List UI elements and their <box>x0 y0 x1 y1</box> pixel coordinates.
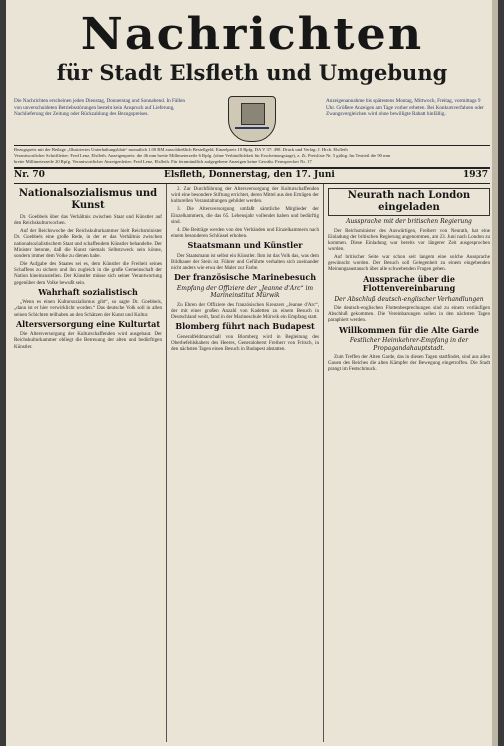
info-top-rule <box>14 145 490 146</box>
column-2 <box>171 186 319 742</box>
info-line-2: Verantwortlicher Schriftleiter: Fred Lenz, Elsfleth. Anzeigenpreis: die 46 mm breite Millimeterzeile 6 Rpfg. (ohne Verbindlichkeit für Erscheinungstage), z. Zt. Preisliste Nr. 5 gültig. Im Textteil die 90 mm <box>14 153 391 158</box>
article-subhead: Altersversorgung eine Kulturtat <box>15 318 161 329</box>
column-1 <box>14 186 162 742</box>
column-separator <box>166 184 167 742</box>
crest-tower-icon <box>241 103 265 125</box>
article-paragraph: Auf britischer Seite war schon seit langem eine solche Aussprache gewünscht worden. Der Besuch soll Gelegenheit zu einem eingehenden Meinungsaustausch über alle schwebenden Fragen geben. <box>328 254 490 273</box>
article-headline: Aussprache über die Flottenvereinbarung <box>362 273 456 294</box>
page-edge <box>492 0 498 746</box>
article-paragraph: Auf der Reichswoche der Reichskulturkammer hielt Reichsminister Dr. Goebbels eine große Rede, in der er das Verhältnis zwischen nationalsozialistischem Staat und schaffendem Künstler behandelte. Der Minister betonte, daß die Kunst niemals Selbstzweck sein könne, sondern immer dem Volke zu dienen habe. <box>14 228 162 259</box>
article-paragraph: Zu Ehren der Offiziere des französischen Kreuzers „Jeanne d'Arc“, der mit einer großen Anzahl von Kadetten zu einem Besuch in Deutschland weilt, fand in der Marineschule Mürwik ein Empfang statt. <box>171 301 319 321</box>
crest-wave-icon <box>235 127 269 133</box>
info-line-1: Bezugspreis mit der Beilage „Illustriertes Unterhaltungsblatt“ monatlich 1.00 RM ausschließlich Bestellgeld. Einzelpreis 10 Rpfg. DA V 37: 498. Druck und Verlag: J. Hrch. Elsfleth <box>14 147 348 152</box>
article-paragraph: 2. Zur Durchführung der Altersversorgung der Kulturschaffenden wird eine besondere Stiftung errichtet, deren Mittel aus den Erträgen der kulturellen Veranstaltungen gebildet werden. <box>171 186 319 205</box>
town-crest-emblem <box>228 96 276 142</box>
issue-year: 1937 <box>462 170 488 180</box>
article-subline: Aussprache mit der britischen Regierung <box>346 218 472 225</box>
article-headline: Neurath nach London eingeladen <box>328 188 490 216</box>
dateline <box>14 170 490 182</box>
column-3 <box>328 186 490 742</box>
place-date: Elsfleth, Donnerstag, den 17. Juni <box>164 170 335 180</box>
dateline-top-rule <box>14 167 490 169</box>
column-separator <box>323 184 324 742</box>
article-paragraph: Generalfeldmarschall von Blomberg wird in Begleitung des Oberbefehlshabers des Heeres, Generaloberst Freiherr von Fritsch, in den nächsten Tagen einen Besuch in Budapest abstatten. <box>171 333 319 352</box>
article-paragraph: 4. Die Beiträge werden von den Verbänden und Einzelkammern nach einem besonderen Schlüssel erhoben. <box>171 226 319 240</box>
masthead-subtitle: für Stadt Elsfleth und Umgebung <box>56 60 448 85</box>
article-paragraph: 3. Die Altersversorgung umfaßt sämtliche Mitglieder der Einzelkammern, die das 65. Lebensjahr vollendet haben und bedürftig sind. <box>171 206 319 225</box>
info-line-3: breite Millimeterzeile 20 Rpfg. Verantwortlicher Anzeigenleiter: Fred Lenz, Elsfleth. Für fernmündlich aufgegebene Anzeigen keine Gewähr. Fernsprecher Nr. 17 <box>14 159 312 164</box>
article-headline: Blomberg führt nach Budapest <box>175 321 315 332</box>
masthead-title: Nachrichten <box>80 8 424 60</box>
publisher-note-right: Anzeigenannahme bis spätestens Montag, Mittwoch, Freitag, vormittags 9 Uhr. Größere Anzeigen am Tage vorher erbeten. Bei Konkursverfahren oder Zwangsvergleichen wird ohne bewilligte Rabatt hinfällig. <box>326 98 484 118</box>
article-lead: Dr. Goebbels über das Verhältnis zwischen Staat und Künstler auf den Reichskulturwochen. <box>14 214 162 227</box>
article-paragraph: Der Staatsmann ist selbst ein Künstler. Ihm ist das Volk das, was dem Bildhauer der Stein ist. Führer und Geführte verhalten sich zueinander nicht anders wie etwa der Maler zur Farbe. <box>171 252 319 272</box>
article-paragraph: „Wenn es einen Kultursozialismus gibt“, so sagte Dr. Goebbels, „dann ist er hier verwirklicht worden.“ Das deutsche Volk soll in allen seinen Schichten teilhaben an den Schätzen der Kunst und Kultur. <box>14 299 162 318</box>
article-headline: Willkommen für die Alte Garde <box>339 324 479 335</box>
newspaper-page <box>6 0 498 746</box>
article-subline: Der Abschluß deutsch-englischer Verhandlungen <box>334 295 484 303</box>
issue-number: Nr. 70 <box>14 170 45 180</box>
article-headline: Der französische Marinebesuch <box>173 272 317 283</box>
article-paragraph: Die Aufgabe des Staates sei es, dem Künstler die Freiheit seines Schaffens zu sichern und ihn zugleich in die große Gemeinschaft der Nation hineinzustellen. Der Künstler müsse sich seiner Verantwortung gegenüber dem Volke bewußt sein. <box>14 261 162 286</box>
article-paragraph: Die deutsch-englischen Flottenbesprechungen sind zu einem vorläufigen Abschluß gekommen. Die Vereinbarungen sollen in den nächsten Tagen paraphiert werden. <box>328 305 490 324</box>
dateline-bottom-rule <box>14 183 490 184</box>
article-paragraph: Zum Treffen der Alten Garde, das in diesen Tagen stattfindet, sind aus allen Gauen des Reiches die alten Kämpfer der Bewegung eingetroffen. Die Stadt prangt im Festschmuck. <box>328 354 490 373</box>
article-paragraph: Der Reichsminister des Auswärtigen, Freiherr von Neurath, hat eine Einladung der britischen Regierung angenommen, am 23. Juni nach London zu kommen. Diese Einladung war bereits vor längerer Zeit ausgesprochen worden. <box>328 227 490 252</box>
article-headline: Nationalsozialismus und Kunst <box>18 188 158 211</box>
article-subhead: Wahrhaft sozialistisch <box>38 286 138 297</box>
article-subhead: Staatsmann und Künstler <box>187 240 303 251</box>
article-paragraph: Die Altersversorgung der Kulturschaffenden wird ausgebaut. Der Reichskulturkammer obliegt die Betreuung der alten und bedürftigen Künstler. <box>14 331 162 350</box>
article-subline: Empfang der Offiziere der „Jeanne d'Arc“ im Marineinstitut Mürwik <box>176 284 314 300</box>
publisher-note-left: Die Nachrichten erscheinen jeden Dienstag, Donnerstag und Sonnabend. In Fällen von unverschuldeten Betriebsstörungen besteht kein Anspruch auf Lieferung, Nachlieferung der Zeitung oder Rückzahlung des Bezugspreises. <box>14 98 185 118</box>
article-subline: Festlicher Heimkehrer-Empfang in der Propagandahauptstadt. <box>349 337 469 352</box>
